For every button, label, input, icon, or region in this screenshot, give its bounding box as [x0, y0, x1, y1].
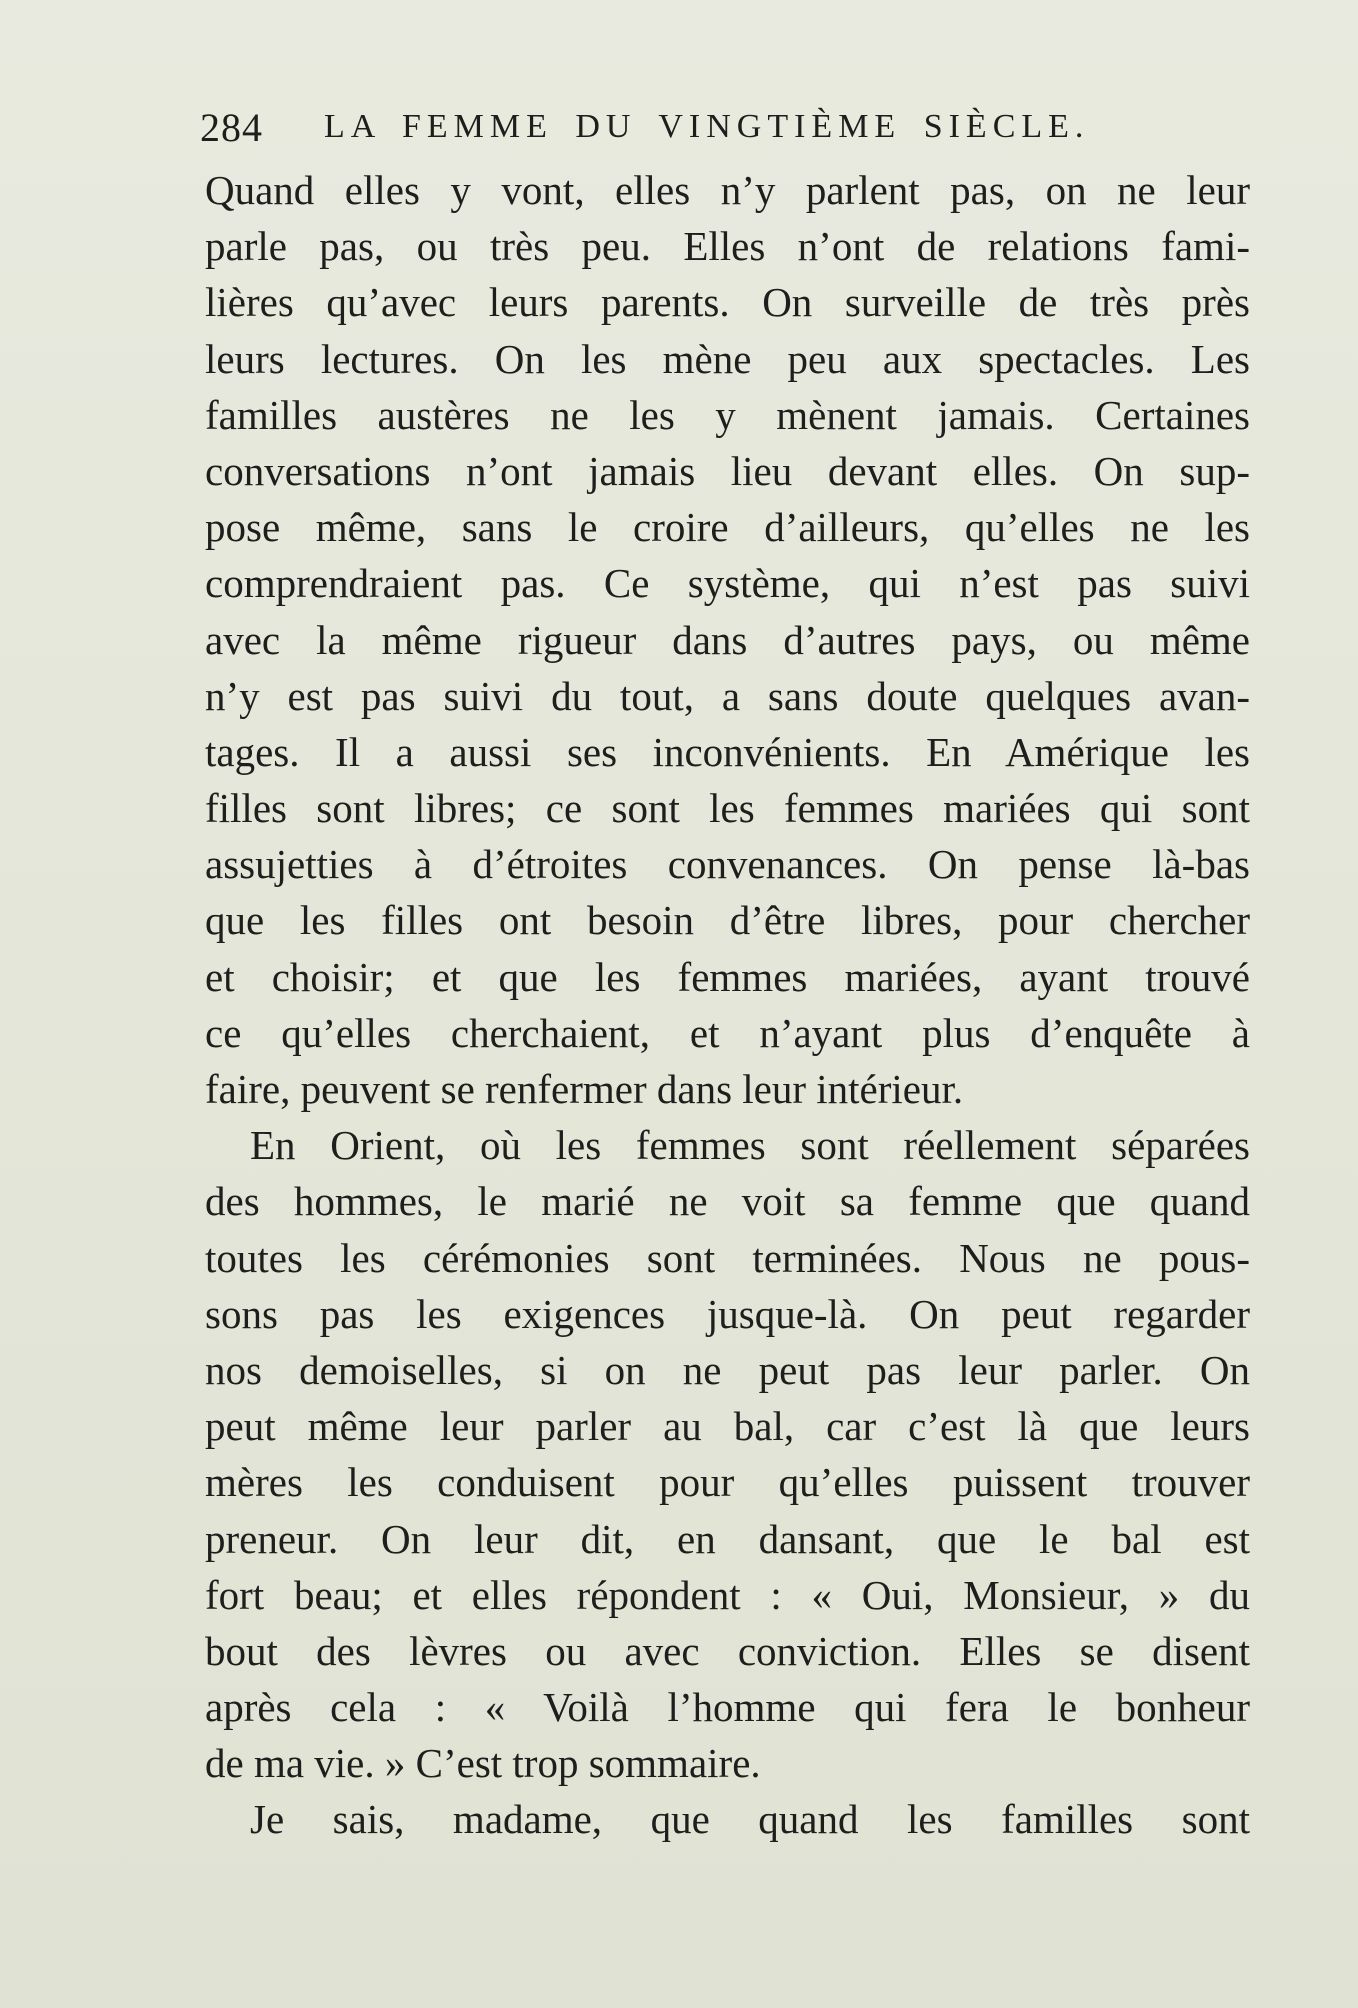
text-line: et choisir; et que les femmes mariées, ayant trouvé: [205, 953, 1250, 1000]
text-line: fort beau; et elles répondent : « Oui, Monsieur, » du: [205, 1571, 1250, 1618]
text-line: lières qu’avec leurs parents. On surveille de très près: [205, 279, 1250, 326]
text-line: preneur. On leur dit, en dansant, que le bal est: [205, 1515, 1250, 1562]
paragraph-last-line: faire, peuvent se renfermer dans leur intérieur.: [205, 1066, 964, 1112]
text-line: tages. Il a aussi ses inconvénients. En Amérique les: [205, 728, 1250, 775]
text-line: avec la même rigueur dans d’autres pays, ou même: [205, 616, 1250, 663]
text-line: que les filles ont besoin d’être libres, pour chercher: [205, 897, 1250, 944]
paragraph-first-line: Je sais, madame, que quand les familles sont: [250, 1796, 1250, 1843]
running-header: [200, 96, 1250, 152]
text-line: bout des lèvres ou avec conviction. Elles se disent: [205, 1627, 1250, 1674]
body-text: [205, 162, 1250, 1848]
text-line: conversations n’ont jamais lieu devant elles. On sup-: [205, 447, 1250, 494]
paragraph-last-line: de ma vie. » C’est trop sommaire.: [205, 1740, 761, 1787]
text-line: Quand elles y vont, elles n’y parlent pas, on ne leur: [205, 167, 1250, 213]
text-line: toutes les cérémonies sont terminées. Nous ne pous-: [205, 1234, 1250, 1281]
text-line: familles austères ne les y mènent jamais. Certaines: [205, 391, 1250, 438]
text-line: mères les conduisent pour qu’elles puissent trouver: [205, 1459, 1250, 1506]
text-line: comprendraient pas. Ce système, qui n’est pas suivi: [205, 560, 1250, 607]
text-line: sons pas les exigences jusque-là. On peut regarder: [205, 1290, 1250, 1337]
text-line: leurs lectures. On les mène peu aux spectacles. Les: [205, 335, 1250, 382]
text-line: parle pas, ou très peu. Elles n’ont de relations fami-: [205, 223, 1250, 270]
text-line: des hommes, le marié ne voit sa femme que quand: [205, 1178, 1250, 1225]
text-line: ce qu’elles cherchaient, et n’ayant plus d’enquête à: [205, 1009, 1250, 1056]
text-line: pose même, sans le croire d’ailleurs, qu’elles ne les: [205, 504, 1250, 551]
text-line: après cela : « Voilà l’homme qui fera le bonheur: [205, 1684, 1250, 1731]
text-line: filles sont libres; ce sont les femmes mariées qui sont: [205, 785, 1250, 832]
page-number: 284: [200, 105, 263, 150]
text-line: nos demoiselles, si on ne peut pas leur parler. On: [205, 1346, 1250, 1393]
text-line: assujetties à d’étroites convenances. On pense là-bas: [205, 841, 1250, 888]
text-line: n’y est pas suivi du tout, a sans doute quelques avan-: [205, 672, 1250, 719]
paragraph-first-line: En Orient, où les femmes sont réellement séparées: [250, 1122, 1250, 1169]
text-line: peut même leur parler au bal, car c’est là que leurs: [205, 1403, 1250, 1450]
running-title: LA FEMME DU VINGTIÈME SIÈCLE.: [324, 108, 1090, 145]
